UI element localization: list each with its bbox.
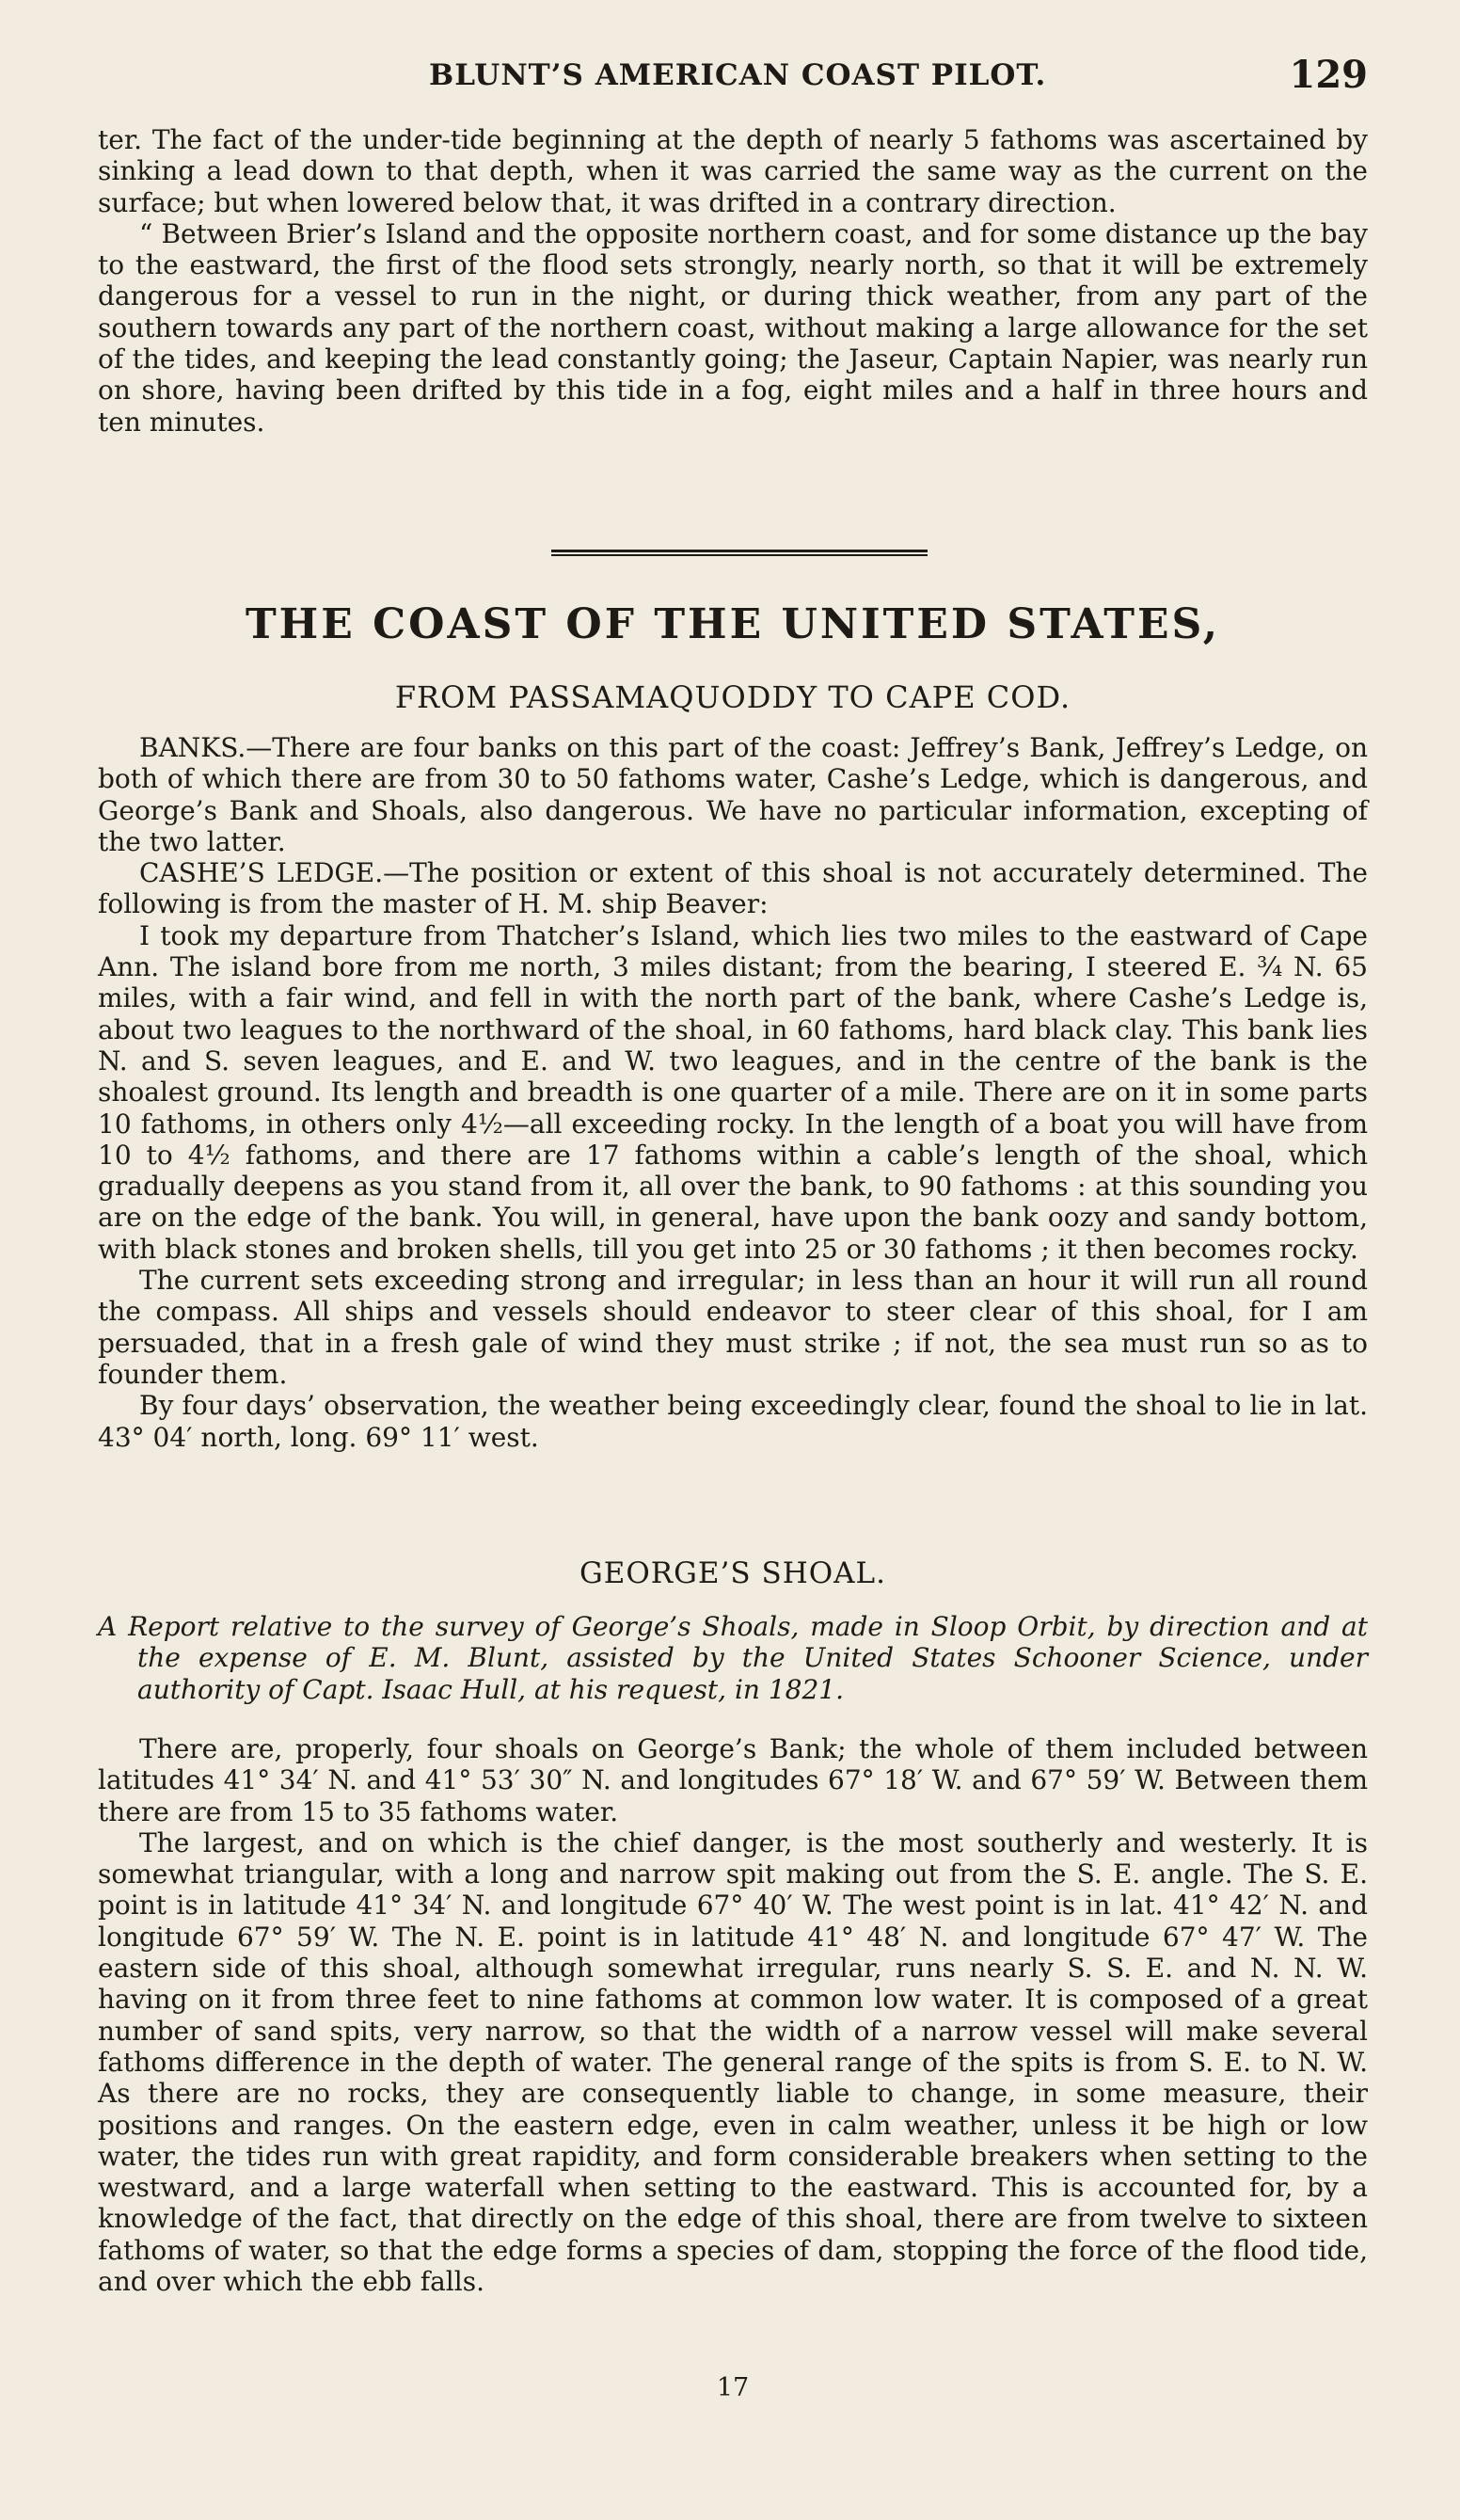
section-subtitle: FROM PASSAMAQUODDY TO CAPE COD. [394,679,1071,715]
cashes-ledge-paragraph: CASHE’S LEDGE.—The position or extent of this shoal is not accurately determined. The following is from the master of H. M. ship Beaver: [98,857,1368,920]
coast-section-body [98,732,1368,1453]
banks-paragraph: BANKS.—There are four banks on this part of the coast: Jeffrey’s Bank, Jeffrey’s Ledge, on both of which there are from 30 to 50 fathoms water, Cashe’s Ledge, which is dangerous, and George’s Bank and Shoals, also dangerous. We have no particular information, excepting of the two latter. [98,732,1368,857]
georges-paragraph-1: There are, properly, four shoals on George’s Bank; the whole of them included between latitudes 41° 34′ N. and 41° 53′ 30″ N. and longitudes 67° 18′ W. and 67° 59′ W. Between them there are from 15 to 35 fathoms water. [98,1733,1368,1827]
page-number: 129 [1289,53,1368,97]
current-paragraph: The current sets exceeding strong and irregular; in less than an hour it will run all round the compass. All ships and vessels should endeavor to steer clear of this shoal, for I am persuaded, that in a fresh gale of wind they must strike ; if not, the sea must run so as to founder them. [98,1265,1368,1390]
report-caption [98,1611,1368,1705]
georges-shoal-heading: GEORGE’S SHOAL. [579,1556,886,1590]
running-title: BLUNT’S AMERICAN COAST PILOT. [429,58,1047,92]
divider-rule-thin [551,554,928,556]
section-divider [551,550,928,557]
departure-paragraph: I took my departure from Thatcher’s Island, which lies two miles to the eastward of Cape Ann. The island bore from me north, 3 miles distant; from the bearing, I steered E. ¾ N. 65 miles, with a fair wind, and fell in with the north part of the bank, where Cashe’s Ledge is, about two leagues to the northward of the shoal, in 60 fathoms, hard black clay. This bank lies N. and S. seven leagues, and E. and W. two leagues, and in the centre of the bank is the shoalest ground. Its length and breadth is one quarter of a mile. There are on it in some parts 10 fathoms, in others only 4½—all exceeding rocky. In the length of a boat you will have from 10 to 4½ fathoms, and there are 17 fathoms within a cable’s length of the shoal, which gradually deepens as you stand from it, all over the bank, to 90 fathoms : at this sounding you are on the edge of the bank. You will, in general, have upon the bank oozy and sandy bottom, with black stones and broken shells, till you get into 25 or 30 fathoms ; it then becomes rocky. [98,919,1368,1265]
section-title: THE COAST OF THE UNITED STATES, [245,600,1221,648]
intro-block [98,124,1368,438]
signature-mark: 17 [716,2373,750,2402]
georges-shoal-body [98,1733,1368,2297]
observation-paragraph: By four days’ observation, the weather being exceedingly clear, found the shoal to lie in lat. 43° 04′ north, long. 69° 11′ west. [98,1390,1368,1453]
divider-rule-thick [551,550,928,552]
intro-paragraph-1: ter. The fact of the under-tide beginning at the depth of nearly 5 fathoms was ascertained by sinking a lead down to that depth, when it was carried the same way as the current on the surface; but when lowered below that, it was drifted in a contrary direction. [98,124,1368,218]
georges-paragraph-2: The largest, and on which is the chief danger, is the most southerly and westerly. It is somewhat triangular, with a long and narrow spit making out from the S. E. angle. The S. E. point is in latitude 41° 34′ N. and longitude 67° 40′ W. The west point is in lat. 41° 42′ N. and longitude 67° 59′ W. The N. E. point is in latitude 41° 48′ N. and longitude 67° 47′ W. The eastern side of this shoal, although somewhat irregular, runs nearly S. S. E. and N. N. W. having on it from three feet to nine fathoms at common low water. It is composed of a great number of sand spits, very narrow, so that the width of a narrow vessel will make several fathoms difference in the depth of water. The general range of the spits is from S. E. to N. W. As there are no rocks, they are consequently liable to change, in some measure, their positions and ranges. On the eastern edge, even in calm weather, unless it be high or low water, the tides run with great rapidity, and form considerable breakers when setting to the westward, and a large waterfall when setting to the eastward. This is accounted for, by a knowledge of the fact, that directly on the edge of this shoal, there are from twelve to sixteen fathoms of water, so that the edge forms a species of dam, stopping the force of the flood tide, and over which the ebb falls. [98,1826,1368,2298]
report-text: A Report relative to the survey of George’s Shoals, made in Sloop Orbit, by direction and at the expense of E. M. Blunt, assisted by the United States Schooner Science, under authority of Capt. Isaac Hull, at his request, in 1821. [98,1611,1368,1705]
intro-paragraph-2: “ Between Brier’s Island and the opposite northern coast, and for some distance up the bay to the eastward, the first of the flood sets strongly, nearly north, so that it will be extremely dangerous for a vessel to run in the night, or during thick weather, from any part of the southern towards any part of the northern coast, without making a large allowance for the set of the tides, and keeping the lead constantly going; the Jaseur, Captain Napier, was nearly run on shore, having been drifted by this tide in a fog, eight miles and a half in three hours and ten minutes. [98,217,1368,438]
page-header [98,49,1368,105]
